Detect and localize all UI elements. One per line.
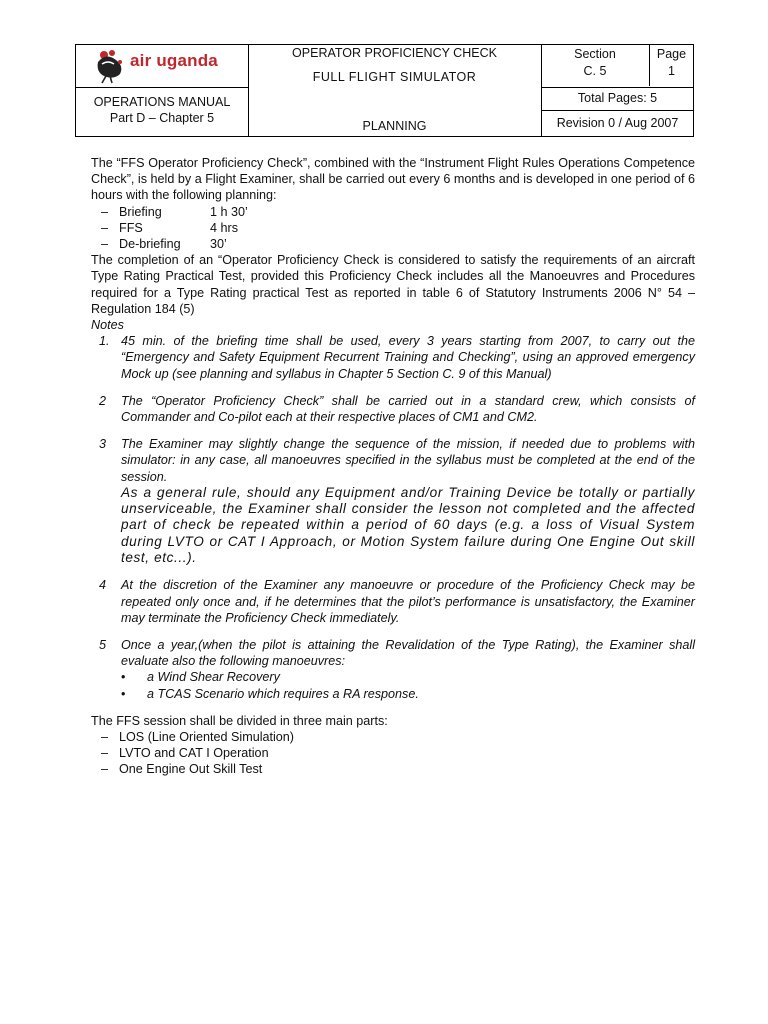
note-number: 4 bbox=[99, 578, 107, 593]
note-number: 5 bbox=[99, 637, 107, 652]
note-item bbox=[91, 577, 695, 626]
title-line-3: PLANNING bbox=[362, 119, 427, 133]
logo-wordmark: air uganda bbox=[130, 51, 218, 70]
section-label: Section bbox=[574, 47, 616, 61]
intro-paragraph: The “FFS Operator Proficiency Check”, combined with the “Instrument Flight Rules Operations Competence Check”, is held by a Flight Examiner, shall be carried out every 6 months and is developed in one period of 6 hours with the following planning: bbox=[91, 156, 695, 203]
note-item bbox=[91, 637, 695, 669]
planning-label: – Briefing bbox=[119, 204, 162, 219]
manual-part: Part D – Chapter 5 bbox=[109, 111, 215, 125]
total-pages: Total Pages: 5 bbox=[577, 91, 658, 105]
page-label: Page bbox=[656, 47, 687, 61]
note-number: 3 bbox=[99, 437, 107, 452]
list-item bbox=[91, 204, 695, 220]
list-item: • a TCAS Scenario which requires a RA response. bbox=[121, 686, 695, 702]
section-cell bbox=[541, 45, 649, 87]
note-text: Once a year,(when the pilot is attaining the Revalidation of the Type Rating), the Examiner shall evaluate also the following manoeuvres: bbox=[121, 637, 695, 669]
note-number: 2 bbox=[99, 393, 107, 408]
document-body bbox=[91, 155, 695, 778]
note-number: 1. bbox=[99, 334, 110, 349]
note-item bbox=[91, 393, 695, 425]
list-item bbox=[91, 236, 695, 252]
session-parts-list bbox=[91, 729, 695, 778]
note-text: At the discretion of the Examiner any manoeuvre or procedure of the Proficiency Check may be repeated only once and, if he determines that the pilot’s performance is unsatisfactory, the Examiner may terminate the Proficiency Check immediately. bbox=[121, 578, 695, 625]
planning-list bbox=[91, 204, 695, 253]
planning-label: – De-briefing bbox=[119, 237, 181, 252]
note-text: 45 min. of the briefing time shall be used, every 3 years starting from 2007, to carry out the “Emergency and Safety Equipment Recurrent Training and Checking”, using an approved emergency Mock up (see planning and syllabus in Chapter 5 Section C. 9 of this Manual) bbox=[121, 334, 695, 381]
note-general-rule: As a general rule, should any Equipment and/or Training Device be totally or partially unserviceable, the Examiner shall consider the lesson not completed and the affected part of check be repeated within a period of 60 days (e.g. a loss of Visual System during LVTO or CAT I Approach, or Motion System failure during One Engine Out skill test, etc...). bbox=[121, 484, 695, 566]
company-logo bbox=[76, 45, 248, 87]
title-line-2: FULL FLIGHT SIMULATOR bbox=[312, 70, 477, 84]
notes-heading: Notes bbox=[91, 318, 124, 333]
title-line-1: OPERATOR PROFICIENCY CHECK bbox=[292, 46, 497, 60]
note-text: The Examiner may slightly change the sequence of the mission, if needed due to problems with simulator: in any case, all manoeuvres specified in the syllabus must be completed at the end of the session. bbox=[121, 437, 695, 484]
list-item: • a Wind Shear Recovery bbox=[121, 669, 695, 685]
section-value: C. 5 bbox=[583, 64, 607, 78]
list-item: – LVTO and CAT I Operation bbox=[91, 745, 695, 761]
completion-paragraph: The completion of an “Operator Proficiency Check is considered to satisfy the requirements of an aircraft Type Rating Practical Test, provided this Proficiency Check includes all the Manoeuvres and Procedures required for a Type Rating practical Test as reported in table 6 of Statutory Instruments 2006 N° 54 – Regulation 184 (5) bbox=[91, 253, 695, 316]
session-paragraph: The FFS session shall be divided in three main parts: bbox=[91, 713, 388, 728]
document-title bbox=[248, 45, 541, 137]
planning-value: 30’ bbox=[210, 237, 227, 252]
revision: Revision 0 / Aug 2007 bbox=[556, 116, 679, 130]
note-item bbox=[91, 333, 695, 382]
manual-title: OPERATIONS MANUAL bbox=[93, 95, 231, 109]
page-value: 1 bbox=[668, 64, 675, 78]
page-cell bbox=[649, 45, 694, 87]
list-item bbox=[91, 220, 695, 236]
planning-value: 1 h 30’ bbox=[210, 204, 248, 219]
note-item bbox=[91, 436, 695, 485]
note-text: The “Operator Proficiency Check” shall be carried out in a standard crew, which consists of Commander and Co-pilot each at their respective places of CM1 and CM2. bbox=[121, 393, 695, 425]
planning-value: 4 hrs bbox=[210, 220, 238, 235]
document-header bbox=[75, 44, 694, 137]
list-item: – One Engine Out Skill Test bbox=[91, 761, 695, 777]
planning-label: – FFS bbox=[119, 220, 143, 235]
manoeuvre-list bbox=[91, 669, 695, 701]
list-item: – LOS (Line Oriented Simulation) bbox=[91, 729, 695, 745]
manual-reference bbox=[76, 88, 248, 137]
